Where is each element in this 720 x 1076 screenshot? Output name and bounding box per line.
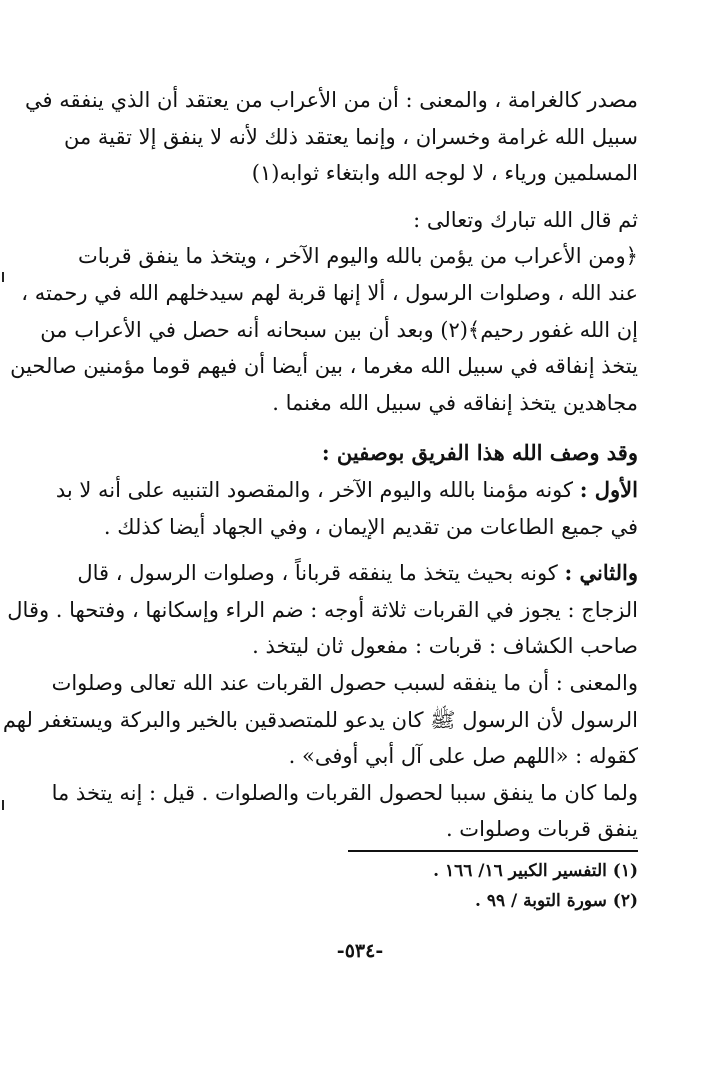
page-body <box>2 82 638 848</box>
second-label: والثاني : <box>564 560 638 586</box>
second-description-line <box>78 555 638 592</box>
first-label: الأول : <box>579 476 638 502</box>
body-line: الزجاج : يجوز في القربات ثلاثة أوجه : ضم الراء وإسكانها ، وفتحها . وقال <box>7 597 638 622</box>
body-line: صاحب الكشاف : قربات : مفعول ثان ليتخذ . <box>252 634 638 659</box>
body-line: ولما كان ما ينفق سببا لحصول القربات والصلوات . قيل : إنه يتخذ ما <box>51 780 638 805</box>
section-heading: وقد وصف الله هذا الفريق بوصفين : <box>321 440 638 466</box>
second-text: كونه بحيث يتخذ ما ينفقه قرباناً ، وصلوات الرسول ، قال <box>77 561 565 586</box>
body-line: ينفق قربات وصلوات . <box>445 817 638 842</box>
quran-verse-line: ﴿ومن الأعراب من يؤمن بالله واليوم الآخر ، ويتخذ ما ينفق قربات <box>78 244 638 269</box>
footnotes <box>338 856 638 916</box>
footnote-2: (٢) سورة التوبة / ٩٩ . <box>474 891 638 911</box>
body-line: ثم قال الله تبارك وتعالى : <box>413 207 638 232</box>
footnote-1: (١) التفسير الكبير ١٦/ ١٦٦ . <box>433 861 638 881</box>
body-line: الرسول لأن الرسول ﷺ كان يدعو للمتصدقين بالخير والبركة ويستغفر لهم <box>2 707 638 732</box>
body-line: سبيل الله غرامة وخسران ، وإنما يعتقد ذلك لأنه لا ينفق إلا تقية من <box>63 124 638 149</box>
page-number: -٥٣٤- <box>336 940 384 962</box>
quran-verse-line: عند الله ، وصلوات الرسول ، ألا إنها قربة لهم سيدخلهم الله في رحمته ، <box>21 280 638 305</box>
body-line: مجاهدين يتخذ إنفاقه في سبيل الله مغنما . <box>272 390 638 415</box>
body-line: يتخذ إنفاقه في سبيل الله مغرما ، بين أيضا أن فيهم قوما مؤمنين صالحين <box>10 354 638 379</box>
body-line: مصدر كالغرامة ، والمعنى : أن من الأعراب من يعتقد أن الذي ينفقه في <box>25 88 638 112</box>
margin-mark-bottom <box>2 800 4 810</box>
body-line: إن الله غفور رحيم﴾(٢) وبعد أن بين سبحانه أنه حصل في الأعراب من <box>40 317 638 342</box>
body-line: كقوله : «اللهم صل على آل أبي أوفى» . <box>288 744 638 769</box>
body-line: والمعنى : أن ما ينفقه لسبب حصول القربات عند الله تعالى وصلوات <box>51 670 638 695</box>
body-line: في جميع الطاعات من تقديم الإيمان ، وفي الجهاد أيضا كذلك . <box>103 514 638 539</box>
first-text: كونه مؤمنا بالله واليوم الآخر ، والمقصود التنبيه على أنه لا بد <box>55 477 580 502</box>
margin-mark-top <box>2 272 4 282</box>
footnote-divider <box>348 850 638 852</box>
first-description-line <box>55 472 638 509</box>
body-line: المسلمين ورياء ، لا لوجه الله وابتغاء ثوابه(١) <box>251 161 638 186</box>
